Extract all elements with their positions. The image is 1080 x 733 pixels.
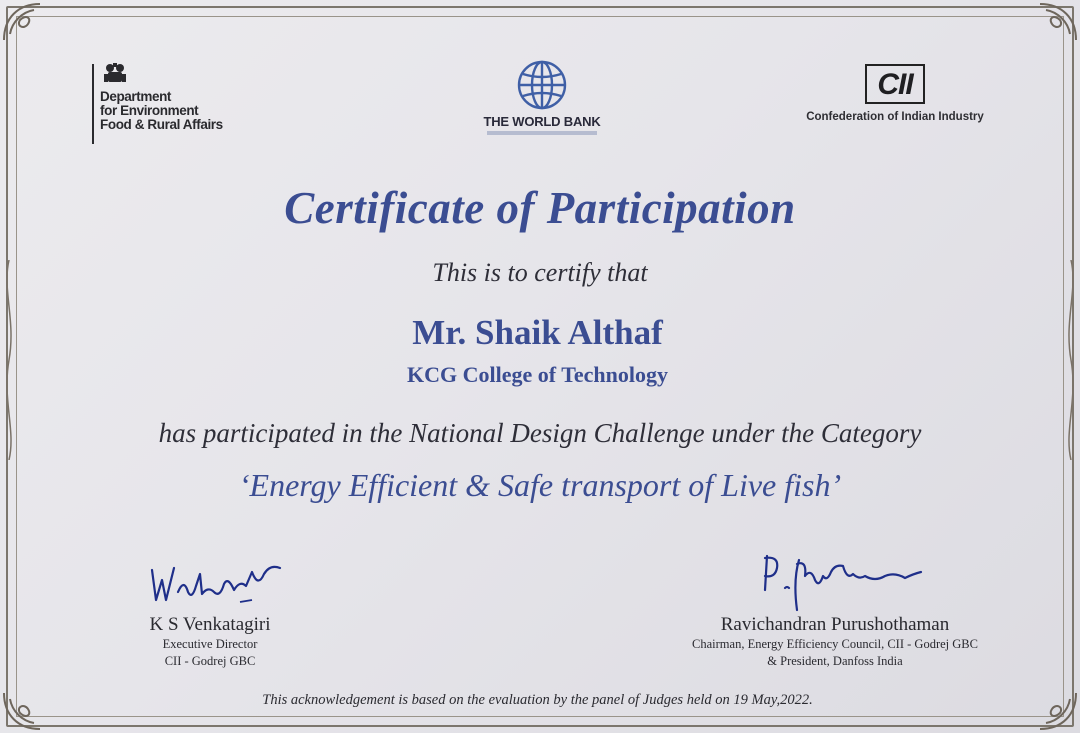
cii-mark: CII: [865, 64, 924, 104]
royal-crest-icon: [100, 62, 130, 86]
signature-left: [130, 550, 290, 614]
signatory-role: Executive Director: [162, 637, 258, 651]
world-bank-name: THE WORLD BANK: [483, 114, 601, 129]
signatory-role: & President, Danfoss India: [767, 654, 903, 668]
signatory-role: Chairman, Energy Efficiency Council, CII - Godrej GBC: [692, 637, 978, 651]
globe-icon: [515, 58, 569, 112]
cii-name: Confederation of Indian Industry: [806, 111, 984, 123]
world-bank-subline: [487, 131, 597, 135]
signature-right: [735, 550, 935, 614]
cii-logo: [790, 64, 1000, 123]
signatory-left: [110, 550, 310, 670]
logo-divider: [92, 64, 94, 144]
participation-line: has participated in the National Design Challenge under the Category: [158, 418, 922, 448]
recipient-name: Mr. Shaik Althaf: [412, 313, 663, 352]
corner-ornament-icon: [1020, 0, 1080, 60]
signatory-right: [650, 550, 1020, 670]
signatory-name: K S Venkatagiri: [149, 614, 271, 635]
defra-name: [100, 90, 223, 132]
category-name: ‘Energy Efficient & Safe transport of Live fish’: [238, 467, 842, 503]
signatory-name: Ravichandran Purushothaman: [720, 614, 950, 635]
defra-line: for Environment: [100, 103, 199, 118]
world-bank-logo: [462, 58, 622, 135]
defra-line: Food & Rural Affairs: [100, 117, 223, 132]
certify-line: This is to certify that: [432, 258, 648, 287]
defra-line: Department: [100, 89, 172, 104]
signatory-role: CII - Godrej GBC: [164, 654, 256, 668]
certificate-title: Certificate of Participation: [284, 183, 796, 233]
acknowledgement-note: This acknowledgement is based on the evaluation by the panel of Judges held on 19 May,2022.: [262, 692, 813, 708]
corner-ornament-icon: [0, 0, 60, 60]
institution-name: KCG College of Technology: [407, 362, 668, 387]
